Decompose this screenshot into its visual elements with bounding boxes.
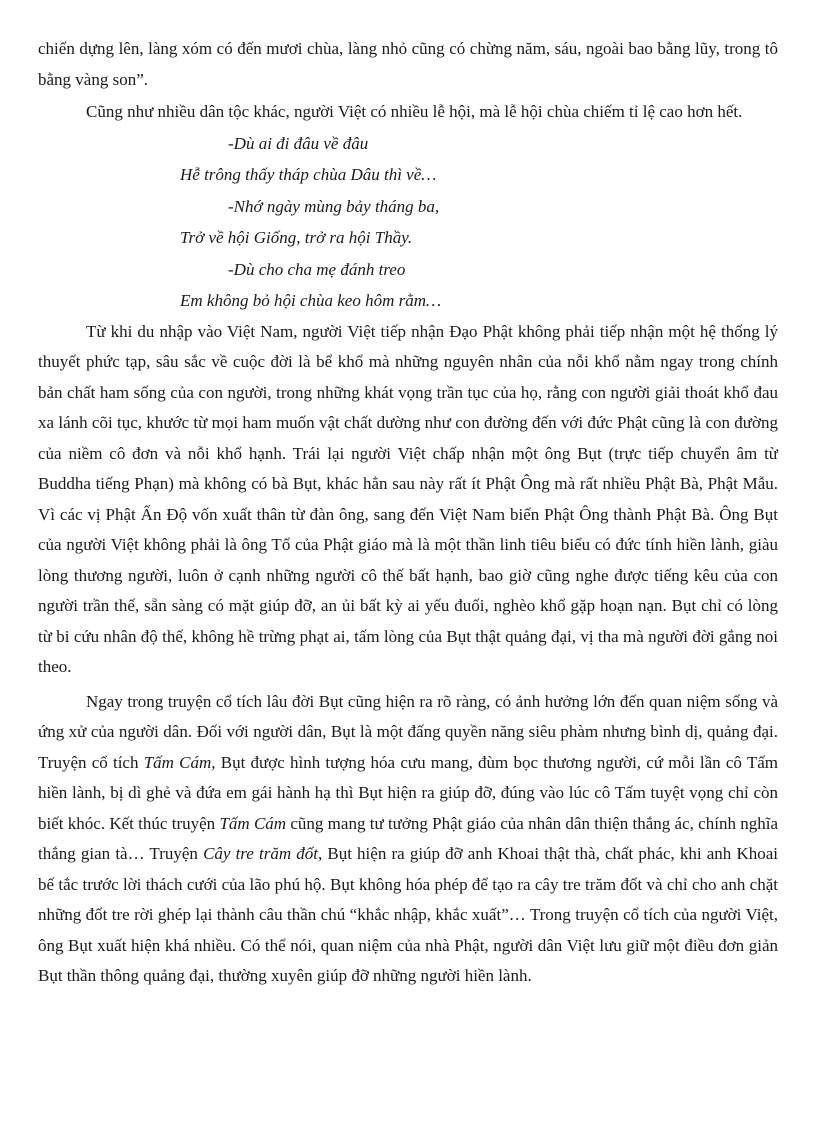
folk-poem: [38, 128, 778, 317]
paragraph-continuation: chiến dựng lên, làng xóm có đến mươi chùa, làng nhỏ cũng có chừng năm, sáu, ngoài bao bằng lũy, trong tô bằng vàng son”.: [38, 39, 778, 89]
poem-line-6: Em không bỏ hội chùa keo hôm rằm…: [180, 291, 442, 310]
text-segment: Ngay trong truyện cổ tích lâu đời Bụt cũng hiện ra rõ ràng, có ảnh hưởng lớn đến quan niệm sống và ứng xử của người dân. Đối với người dân, Bụt là một đấng quyền năng siêu phàm nhưng bình dị, quảng đại. Truyện cổ tích: [38, 691, 778, 772]
story-title-tam-cam: Tấm Cám,: [143, 752, 216, 772]
text-segment: , Bụt hiện ra giúp đỡ anh Khoai thật thà, chất phác, khi anh Khoai bế tắc trước lời thách cưới của lão phú hộ. Bụt không hóa phép để tạo ra cây tre trăm đốt và chỉ cho anh chặt những đốt tre rời ghép lại thành câu thần chú “khắc nhập, khắc xuất”… Trong truyện cổ tích của người Việt, ông Bụt xuất hiện khá nhiều. Có thể nói, quan niệm của nhà Phật, người dân Việt lưu giữ một điều đơn giản Bụt thần thông quảng đại, thường xuyên giúp đỡ những người hiền lành.: [38, 844, 778, 985]
poem-line-1: -Dù ai đi đâu về đâu: [228, 133, 369, 153]
paragraph-buddha-reception: Từ khi du nhập vào Việt Nam, người Việt tiếp nhận Đạo Phật không phải tiếp nhận một hệ thống lý thuyết phức tạp, sâu sắc về cuộc đời là bể khổ mà những nguyên nhân của nỗi khổ nằm ngay trong chính bản chất ham sống của con người, trong những khát vọng trần tục của họ, rằng con người giải thoát khổ đau xa lánh cõi tục, khước từ mọi ham muốn vật chất dường như con đường đến với đức Phật cũng là con đường của niềm cô đơn và nỗi khổ hạnh. Trái lại người Việt chấp nhận một ông Bụt (trực tiếp chuyển âm từ Buddha tiếng Phạn) mà không có bà Bụt, khác hẳn sau này rất ít Phật Ông mà rất nhiều Phật Bà, Phật Mẫu. Vì các vị Phật Ấn Độ vốn xuất thân từ đàn ông, sang đến Việt Nam biến Phật Ông thành Phật Bà. Ông Bụt của người Việt không phải là ông Tổ của Phật giáo mà là một thần linh tiêu biểu có đức tính hiền lành, giàu lòng thương người, luôn ở cạnh những người cô thế bất hạnh, bao giờ cũng nghe được tiếng kêu của con người trần thế, sẵn sàng có mặt giúp đỡ, an ủi bất kỳ ai yếu đuối, nghèo khổ gặp hoạn nạn. Bụt chỉ có lòng từ bi cứu nhân độ thế, không hề trừng phạt ai, tấm lòng của Bụt thật quảng đại, vị tha mà người đời gắng noi theo.: [38, 321, 778, 676]
story-title-tam-cam: Tấm Cám: [219, 813, 287, 833]
text-segment: cũng mang tư tưởng Phật giáo của nhân dân thiện thắng ác, chính nghĩa thắng gian tà… Truyện: [38, 813, 778, 863]
poem-line-3: -Nhớ ngày mùng bảy tháng ba,: [228, 196, 440, 216]
poem-line-4: Trở về hội Giống, trở ra hội Thầy.: [180, 228, 413, 247]
paragraph-festivals: Cũng như nhiều dân tộc khác, người Việt có nhiều lễ hội, mà lễ hội chùa chiếm tỉ lệ cao hơn hết.: [86, 102, 743, 121]
poem-line-2: Hễ trông thấy tháp chùa Dâu thì về…: [180, 165, 437, 184]
paragraph-fairy-tales: [38, 687, 778, 992]
story-title-cay-tre: Cây tre trăm đốt: [203, 844, 318, 863]
text-segment: Bụt được hình tượng hóa cưu mang, đùm bọc thương người, cứ mỗi lần cô Tấm hiền lành, bị dì ghẻ và đứa em gái hành hạ thì Bụt hiện ra giúp đỡ, đúng vào lúc cô Tấm tuyệt vọng chỉ còn biết khóc. Kết thúc truyện: [38, 752, 778, 833]
poem-line-5: -Dù cho cha mẹ đánh treo: [228, 259, 406, 279]
